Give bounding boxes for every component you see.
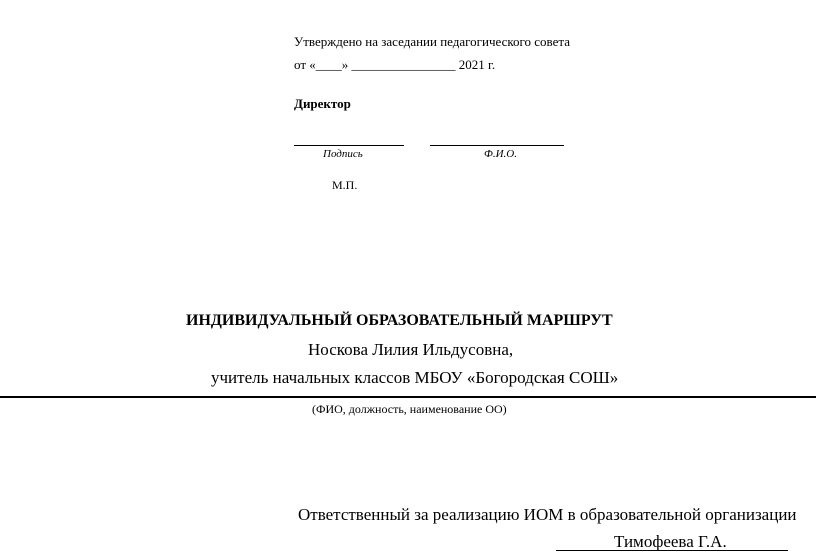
signature-line xyxy=(294,145,404,146)
field-caption: (ФИО, должность, наименование ОО) xyxy=(312,402,507,416)
signature-caption: Подпись xyxy=(323,148,363,160)
approval-date-line: от «____» ________________ 2021 г. xyxy=(294,57,496,72)
approval-line: Утверждено на заседании педагогического совета xyxy=(294,34,570,49)
responsible-name: Тимофеева Г.А. xyxy=(614,532,727,551)
director-label: Директор xyxy=(294,96,351,111)
stamp-placeholder: М.П. xyxy=(332,178,358,192)
divider-line xyxy=(0,396,816,398)
document-title: ИНДИВИДУАЛЬНЫЙ ОБРАЗОВАТЕЛЬНЫЙ МАРШРУТ xyxy=(186,312,613,329)
teacher-name: Носкова Лилия Ильдусовна, xyxy=(308,340,514,359)
fio-caption: Ф.И.О. xyxy=(484,148,517,160)
teacher-position: учитель начальных классов МБОУ «Богородская СОШ» xyxy=(211,368,619,387)
responsible-label: Ответственный за реализацию ИОМ в образовательной организации xyxy=(298,505,797,524)
fio-line xyxy=(430,145,564,146)
